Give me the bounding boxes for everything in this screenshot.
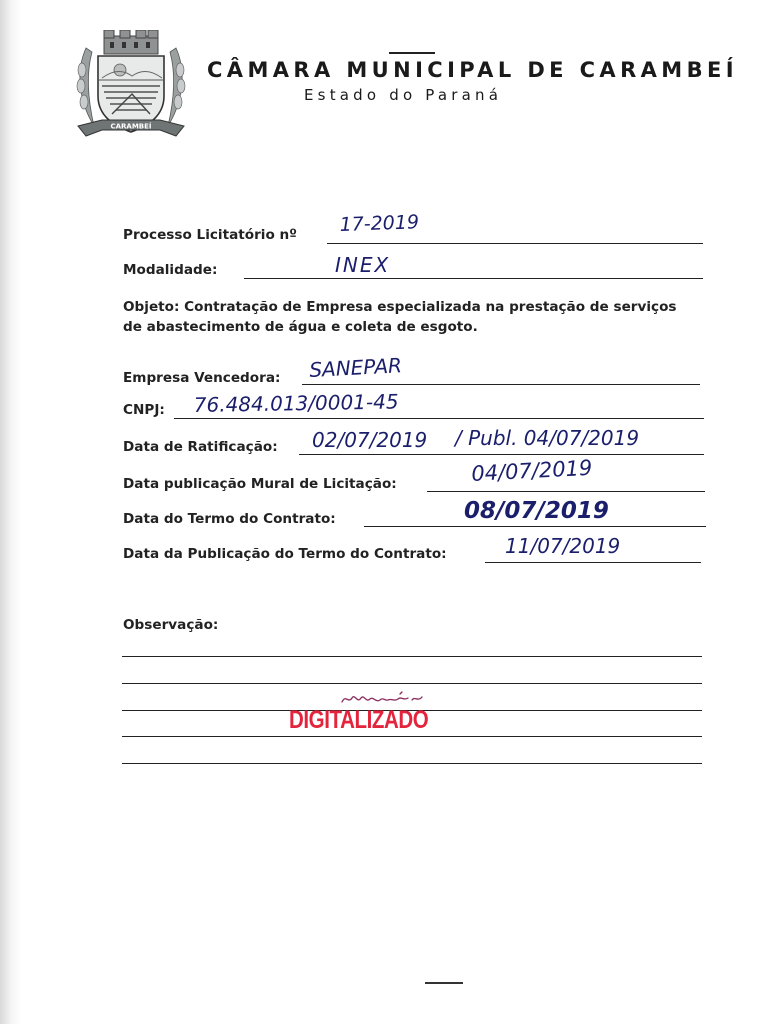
- document-title: CÂMARA MUNICIPAL DE CARAMBEÍ: [207, 58, 738, 82]
- processo-line: [327, 243, 703, 244]
- ratificacao-value: 02/07/2019: [312, 428, 428, 452]
- mural-value: 04/07/2019: [470, 455, 593, 486]
- ratificacao-label: Data de Ratificação:: [123, 439, 278, 455]
- ratificacao-publicacao-value: / Publ. 04/07/2019: [455, 426, 640, 450]
- observacao-label: Observação:: [123, 617, 219, 633]
- mural-line: [427, 491, 705, 492]
- objeto-text: Objeto: Contratação de Empresa especializada na prestação de serviços de abastecimento de água e coleta de esgoto.: [123, 299, 677, 335]
- processo-label: Processo Licitatório nº: [123, 227, 297, 243]
- title-overline: [389, 52, 435, 54]
- modalidade-label: Modalidade:: [123, 262, 218, 278]
- cnpj-value: 76.484.013/0001-45: [193, 389, 399, 417]
- termo-line: [364, 526, 706, 527]
- termo-value: 08/07/2019: [464, 498, 609, 524]
- observacao-line-1: [122, 656, 702, 657]
- empresa-label: Empresa Vencedora:: [123, 370, 281, 386]
- termo-label: Data do Termo do Contrato:: [123, 511, 336, 527]
- publicacao-termo-label: Data da Publicação do Termo do Contrato:: [123, 546, 447, 562]
- crest-ribbon-text: CARAMBEÍ: [110, 122, 152, 131]
- publicacao-termo-line: [485, 562, 701, 563]
- cnpj-line: [174, 418, 704, 419]
- empresa-line: [302, 384, 700, 385]
- stamp-signature-icon: [338, 688, 428, 708]
- empresa-value: SANEPAR: [308, 353, 403, 382]
- modalidade-value: INEX: [335, 253, 391, 277]
- digitalizado-stamp: DIGITALIZADO: [289, 706, 429, 734]
- cnpj-label: CNPJ:: [123, 402, 165, 418]
- observacao-line-4: [122, 736, 702, 737]
- publicacao-termo-value: 11/07/2019: [505, 534, 621, 558]
- observacao-line-2: [122, 683, 702, 684]
- footer-mark: [425, 982, 463, 984]
- municipal-crest-icon: [72, 30, 190, 142]
- modalidade-line: [244, 278, 703, 279]
- ratificacao-line: [299, 454, 704, 455]
- scan-edge-shadow: [0, 0, 22, 1024]
- document-subtitle: Estado do Paraná: [304, 86, 503, 104]
- mural-label: Data publicação Mural de Licitação:: [123, 476, 397, 492]
- observacao-line-5: [122, 763, 702, 764]
- processo-value: 17-2019: [339, 211, 420, 236]
